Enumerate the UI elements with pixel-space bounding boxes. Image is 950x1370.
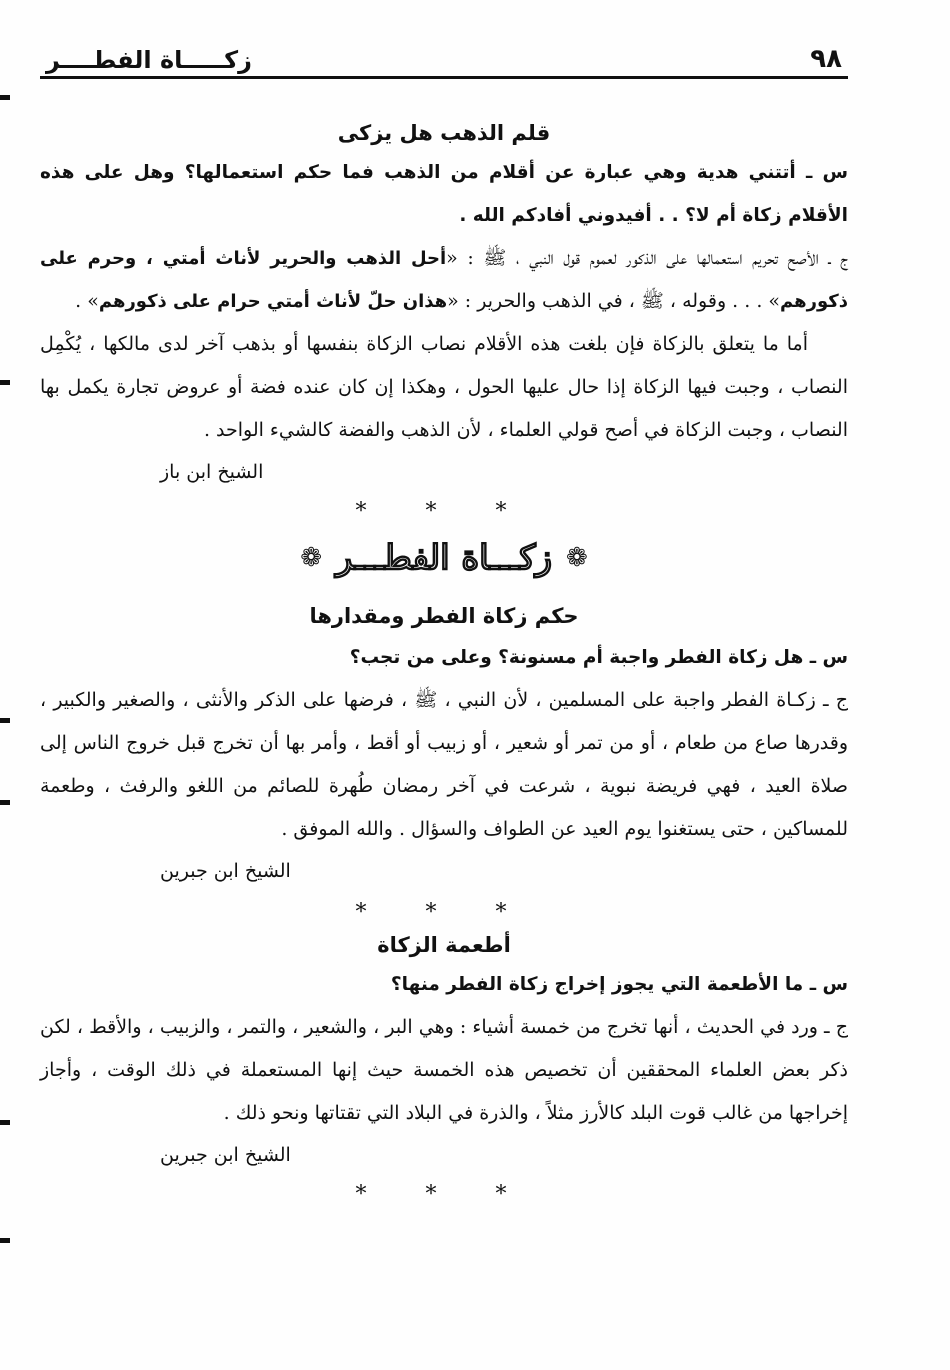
answer-text: ج ـ زكـاة الفطر واجبة على المسلمين ، لأن النبي ، ﷺ ، فرضها على الذكر والأنثى ، والصغير والكبير ، وقدرها صاع من طعام ، أو من تمر أو شعير ، أو زبيب أو أقط ، وأمر بها أن تخرج قبل خروج الناس إلى صلاة العيد ، فهي فريضة نبوية ، شرعت في آخر رمضان طُهرة للصائم من اللغو والرفث ، وطعمة للمساكين ، حتى يستغنوا يوم العيد عن الطواف والسؤال . والله الموفق . xyxy=(40,689,848,840)
answer-text: ج ـ ورد في الحديث ، أنها تخرج من خمسة أشياء : وهي البر ، والشعير ، والتمر ، والزبيب ، والأقط ، لكن ذكر بعض العلماء المحققين أن تخصيص هذه الخمسة حيث إنها المستعملة في ذلك الوقت ، وأجاز إخراجها من غالب قوت البلد كالأرز مثلاً ، والذرة في البلاد التي تقتاتها ونحو ذلك . xyxy=(40,1016,848,1124)
book-page xyxy=(40,40,848,1213)
answer-text-part: » . . . وقوله ، ﷺ ، في الذهب والحرير : « xyxy=(447,290,781,312)
question-text: س ـ أتتني هدية وهي عبارة عن أقلام من الذهب فما حكم استعمالها؟ وهل على هذه الأقلام زكاة أم لا؟ . . أفيدوني أفادكم الله . xyxy=(40,162,848,226)
stars-divider: * * * xyxy=(355,499,533,524)
section-heading: قلم الذهب هل يزكى xyxy=(337,121,551,145)
page-header xyxy=(40,40,848,79)
signature: الشيخ ابن باز xyxy=(160,461,264,483)
answer-text-part: » . xyxy=(75,290,99,312)
margin-mark xyxy=(0,1120,10,1125)
margin-mark xyxy=(0,1238,10,1243)
page-number: ٩٨ xyxy=(810,44,842,74)
flower-ornament-icon: ❁ xyxy=(300,543,322,573)
margin-mark xyxy=(0,800,10,805)
hadith-quote: أحل الذهب والحرير لأناث أمتي ، وحرم على ذكورهم xyxy=(40,248,848,312)
hadith-quote: هذان حلّ لأناث أمتي حرام على ذكورهم xyxy=(98,291,448,312)
margin-mark xyxy=(0,95,10,100)
question-text: س ـ ما الأطعمة التي يجوز إخراج زكاة الفطر منها؟ xyxy=(390,974,848,995)
running-title: زكـــــاة الفطــــر xyxy=(46,46,252,74)
stars-divider: * * * xyxy=(355,900,533,925)
section-heading: حكم زكاة الفطر ومقدارها xyxy=(309,604,579,628)
stars-divider: * * * xyxy=(355,1182,533,1207)
answer-paragraph: أما ما يتعلق بالزكاة فإن بلغت هذه الأقلام نصاب الزكاة بنفسها أو بذهب آخر لدى مالكها ، يُكْمِل النصاب ، وجبت فيها الزكاة إذا حال عليها الحول ، وهكذا إن كان عنده فضة أو عروض تجارة يكمل بها النصاب ، وجبت الزكاة في أصح قولي العلماء ، لأن الذهب والفضة كالشيء الواحد . xyxy=(40,333,848,441)
answer-text-part: ج ـ الأصح تحريم استعمالها على الذكور لعموم قول النبي ، ﷺ : « xyxy=(446,247,848,269)
signature: الشيخ ابن جبرين xyxy=(160,860,291,882)
question-text: س ـ هل زكاة الفطر واجبة أم مسنونة؟ وعلى من تجب؟ xyxy=(349,647,848,668)
chapter-title-ornament xyxy=(40,530,848,586)
margin-mark xyxy=(0,380,10,385)
answer-text xyxy=(40,237,848,323)
signature: الشيخ ابن جبرين xyxy=(160,1144,291,1166)
margin-mark xyxy=(0,718,10,723)
chapter-title: زكـــاة الفطـــر xyxy=(335,538,553,578)
section-heading: أطعمة الزكاة xyxy=(377,933,511,957)
flower-ornament-icon: ❁ xyxy=(566,543,588,573)
